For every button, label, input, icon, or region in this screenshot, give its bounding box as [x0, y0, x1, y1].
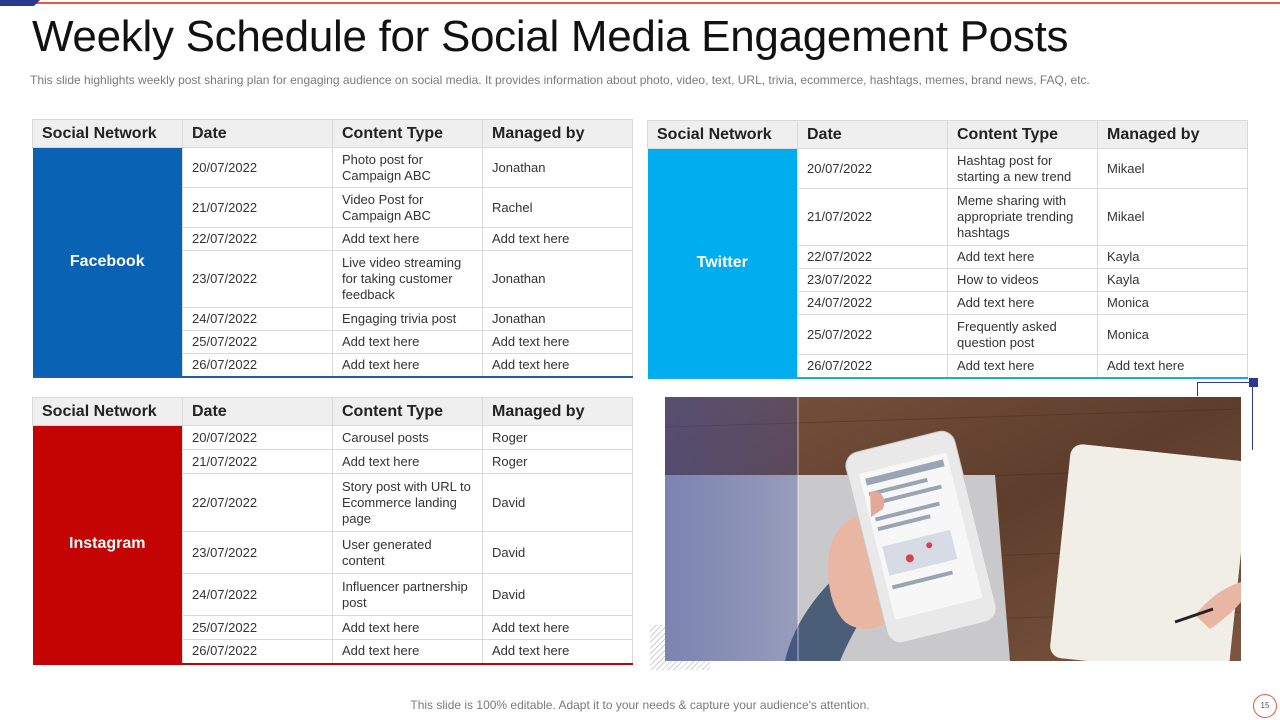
content-type-cell: Live video streaming for taking customer feedback	[333, 251, 483, 308]
date-cell: 26/07/2022	[183, 354, 333, 377]
date-cell: 25/07/2022	[183, 331, 333, 354]
column-header: Managed by	[483, 120, 633, 148]
manager-cell: Jonathan	[483, 308, 633, 331]
page-subtitle: This slide highlights weekly post sharing plan for engaging audience on social media. It provides information about photo, video, text, URL, trivia, ecommerce, hashtags, memes, brand news, FAQ, etc.	[30, 73, 1090, 87]
content-type-cell: Add text here	[333, 640, 483, 664]
content-type-cell: Add text here	[948, 246, 1098, 269]
manager-cell: Add text here	[483, 354, 633, 377]
date-cell: 26/07/2022	[798, 355, 948, 378]
manager-cell: Roger	[483, 450, 633, 474]
manager-cell: Add text here	[1098, 355, 1248, 378]
column-header: Content Type	[333, 398, 483, 426]
manager-cell: Jonathan	[483, 251, 633, 308]
column-header: Date	[183, 120, 333, 148]
content-type-cell: Influencer partnership post	[333, 574, 483, 616]
network-label-twitter: Twitter	[648, 149, 798, 378]
manager-cell: Monica	[1098, 292, 1248, 315]
manager-cell: David	[483, 574, 633, 616]
content-type-cell: Story post with URL to Ecommerce landing page	[333, 474, 483, 532]
network-label-instagram: Instagram	[33, 426, 183, 664]
content-type-cell: Add text here	[948, 355, 1098, 378]
smartphone-photo	[665, 397, 1241, 661]
date-cell: 20/07/2022	[798, 149, 948, 189]
connector-square	[1249, 378, 1258, 387]
column-header: Managed by	[1098, 121, 1248, 149]
content-type-cell: How to videos	[948, 269, 1098, 292]
date-cell: 21/07/2022	[798, 189, 948, 246]
column-header: Social Network	[33, 120, 183, 148]
date-cell: 21/07/2022	[183, 188, 333, 228]
date-cell: 25/07/2022	[798, 315, 948, 355]
manager-cell: Add text here	[483, 331, 633, 354]
top-rule	[0, 2, 1280, 4]
content-type-cell: Add text here	[333, 450, 483, 474]
table-row	[33, 426, 633, 450]
date-cell: 23/07/2022	[183, 251, 333, 308]
date-cell: 24/07/2022	[798, 292, 948, 315]
smartphone-photo-illustration	[665, 397, 1241, 661]
manager-cell: Add text here	[483, 640, 633, 664]
column-header: Date	[798, 121, 948, 149]
date-cell: 20/07/2022	[183, 426, 333, 450]
connector-line	[1197, 382, 1253, 383]
column-header: Managed by	[483, 398, 633, 426]
instagram-schedule-table	[32, 397, 633, 665]
content-type-cell: Add text here	[333, 228, 483, 251]
manager-cell: Rachel	[483, 188, 633, 228]
table-header-row	[33, 398, 633, 426]
content-type-cell: Video Post for Campaign ABC	[333, 188, 483, 228]
manager-cell: Mikael	[1098, 189, 1248, 246]
content-type-cell: Frequently asked question post	[948, 315, 1098, 355]
page-number-badge: 15	[1253, 694, 1277, 718]
manager-cell: Kayla	[1098, 246, 1248, 269]
column-header: Content Type	[333, 120, 483, 148]
date-cell: 24/07/2022	[183, 308, 333, 331]
facebook-schedule-table	[32, 119, 633, 378]
connector-line	[1197, 382, 1198, 396]
content-type-cell: Meme sharing with appropriate trending hashtags	[948, 189, 1098, 246]
page-title: Weekly Schedule for Social Media Engagement Posts	[32, 12, 1069, 61]
date-cell: 22/07/2022	[183, 474, 333, 532]
column-header: Date	[183, 398, 333, 426]
date-cell: 22/07/2022	[798, 246, 948, 269]
date-cell: 23/07/2022	[798, 269, 948, 292]
manager-cell: Jonathan	[483, 148, 633, 188]
table-row	[33, 148, 633, 188]
network-label-facebook: Facebook	[33, 148, 183, 377]
manager-cell: David	[483, 474, 633, 532]
content-type-cell: Photo post for Campaign ABC	[333, 148, 483, 188]
content-type-cell: Add text here	[333, 331, 483, 354]
date-cell: 23/07/2022	[183, 532, 333, 574]
date-cell: 25/07/2022	[183, 616, 333, 640]
table-row	[648, 149, 1248, 189]
column-header: Social Network	[33, 398, 183, 426]
date-cell: 22/07/2022	[183, 228, 333, 251]
content-type-cell: Add text here	[948, 292, 1098, 315]
date-cell: 20/07/2022	[183, 148, 333, 188]
manager-cell: Monica	[1098, 315, 1248, 355]
manager-cell: David	[483, 532, 633, 574]
footer-note: This slide is 100% editable. Adapt it to your needs & capture your audience's attention.	[410, 698, 870, 712]
table-header-row	[33, 120, 633, 148]
manager-cell: Kayla	[1098, 269, 1248, 292]
table-header-row	[648, 121, 1248, 149]
manager-cell: Roger	[483, 426, 633, 450]
manager-cell: Mikael	[1098, 149, 1248, 189]
content-type-cell: Hashtag post for starting a new trend	[948, 149, 1098, 189]
content-type-cell: Engaging trivia post	[333, 308, 483, 331]
date-cell: 26/07/2022	[183, 640, 333, 664]
content-type-cell: Carousel posts	[333, 426, 483, 450]
date-cell: 24/07/2022	[183, 574, 333, 616]
top-accent-bar	[0, 0, 40, 6]
column-header: Social Network	[648, 121, 798, 149]
connector-line	[1252, 382, 1253, 450]
twitter-schedule-table	[647, 120, 1248, 379]
content-type-cell: Add text here	[333, 354, 483, 377]
content-type-cell: Add text here	[333, 616, 483, 640]
manager-cell: Add text here	[483, 228, 633, 251]
date-cell: 21/07/2022	[183, 450, 333, 474]
content-type-cell: User generated content	[333, 532, 483, 574]
column-header: Content Type	[948, 121, 1098, 149]
manager-cell: Add text here	[483, 616, 633, 640]
